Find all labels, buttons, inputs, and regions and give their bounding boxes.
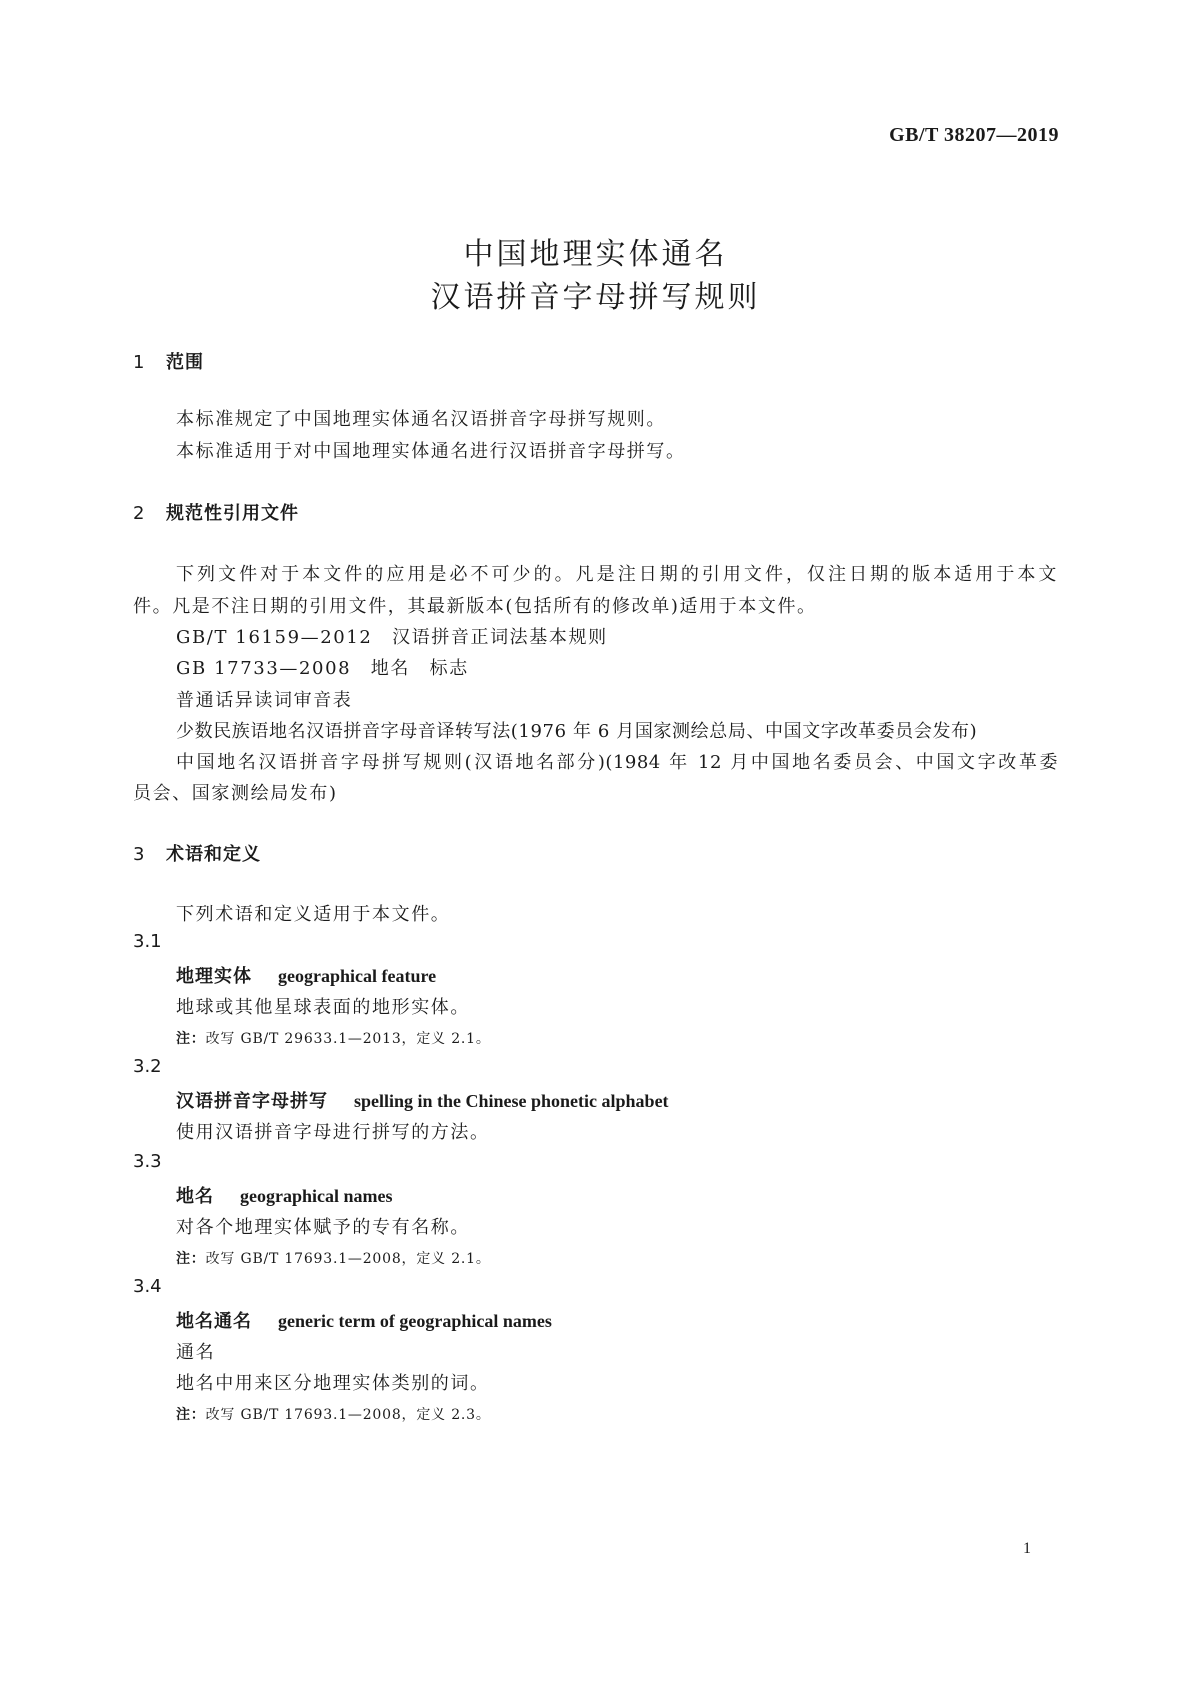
section-1-paragraph-1: 本标准规定了中国地理实体通名汉语拼音字母拼写规则。: [176, 409, 666, 430]
term-english: spelling in the Chinese phonetic alphabet: [354, 1091, 669, 1111]
term-definition: 对各个地理实体赋予的专有名称。: [176, 1217, 470, 1238]
term-definition: 地球或其他星球表面的地形实体。: [176, 997, 470, 1018]
section-number: 3: [133, 844, 146, 865]
term-chinese: 汉语拼音字母拼写: [176, 1091, 328, 1112]
reference-2: GB 17733—2008 地名 标志: [176, 658, 469, 679]
section-3-heading: [133, 840, 261, 866]
note-text: 改写 GB/T 17693.1—2008，定义 2.3。: [205, 1407, 491, 1423]
term-chinese: 地理实体: [176, 966, 252, 987]
section-title: 规范性引用文件: [166, 503, 299, 524]
term-english: geographical names: [240, 1186, 393, 1206]
reference-5-line-2: 员会、国家测绘局发布): [133, 783, 338, 804]
term-note: [176, 1404, 491, 1424]
note-label: 注：: [176, 1031, 206, 1047]
term-entry: [176, 962, 436, 988]
note-label: 注：: [176, 1251, 206, 1267]
section-number: 2: [133, 503, 146, 524]
note-text: 改写 GB/T 29633.1—2013，定义 2.1。: [205, 1031, 491, 1047]
term-entry: [176, 1087, 669, 1113]
term-number: 3.2: [133, 1056, 162, 1077]
note-text: 改写 GB/T 17693.1—2008，定义 2.1。: [205, 1251, 491, 1267]
term-number: 3.4: [133, 1276, 162, 1297]
term-chinese: 地名: [176, 1186, 214, 1207]
term-english: geographical feature: [278, 966, 437, 986]
reference-3: 普通话异读词审音表: [176, 690, 353, 711]
term-entry: [176, 1182, 393, 1208]
term-chinese: 地名通名: [176, 1311, 252, 1332]
term-note: [176, 1248, 491, 1268]
section-2-paragraph-line-2: 件。凡是不注日期的引用文件，其最新版本(包括所有的修改单)适用于本文件。: [133, 596, 817, 617]
term-number: 3.1: [133, 931, 162, 952]
section-number: 1: [133, 352, 146, 373]
term-english: generic term of geographical names: [278, 1311, 552, 1331]
reference-1: GB/T 16159—2012 汉语拼音正词法基本规则: [176, 627, 608, 648]
note-label: 注：: [176, 1407, 206, 1423]
section-title: 范围: [166, 352, 204, 373]
term-note: [176, 1028, 491, 1048]
term-entry: [176, 1307, 552, 1333]
section-1-paragraph-2: 本标准适用于对中国地理实体通名进行汉语拼音字母拼写。: [176, 441, 686, 462]
term-definition: 使用汉语拼音字母进行拼写的方法。: [176, 1122, 490, 1143]
standard-code: GB/T 38207—2019: [889, 124, 1059, 146]
document-title-line-2: 汉语拼音字母拼写规则: [430, 280, 761, 315]
page-number: 1: [1023, 1540, 1031, 1557]
term-definition: 地名中用来区分地理实体类别的词。: [176, 1373, 490, 1394]
reference-4: 少数民族语地名汉语拼音字母音译转写法(1976 年 6 月国家测绘总局、中国文字改革委员会发布): [176, 721, 978, 742]
document-title-line-1: 中国地理实体通名: [463, 237, 728, 272]
section-2-heading: [133, 499, 299, 525]
reference-5-line-1: 中国地名汉语拼音字母拼写规则(汉语地名部分)(1984 年 12 月中国地名委员会、中国文字改革委: [176, 752, 1058, 773]
section-1-heading: [133, 348, 204, 374]
section-2-paragraph-line-1: 下列文件对于本文件的应用是必不可少的。凡是注日期的引用文件，仅注日期的版本适用于本文: [176, 564, 1058, 585]
term-number: 3.3: [133, 1151, 162, 1172]
term-alternative: 通名: [176, 1342, 216, 1363]
section-3-intro: 下列术语和定义适用于本文件。: [176, 904, 451, 925]
section-title: 术语和定义: [166, 844, 261, 865]
